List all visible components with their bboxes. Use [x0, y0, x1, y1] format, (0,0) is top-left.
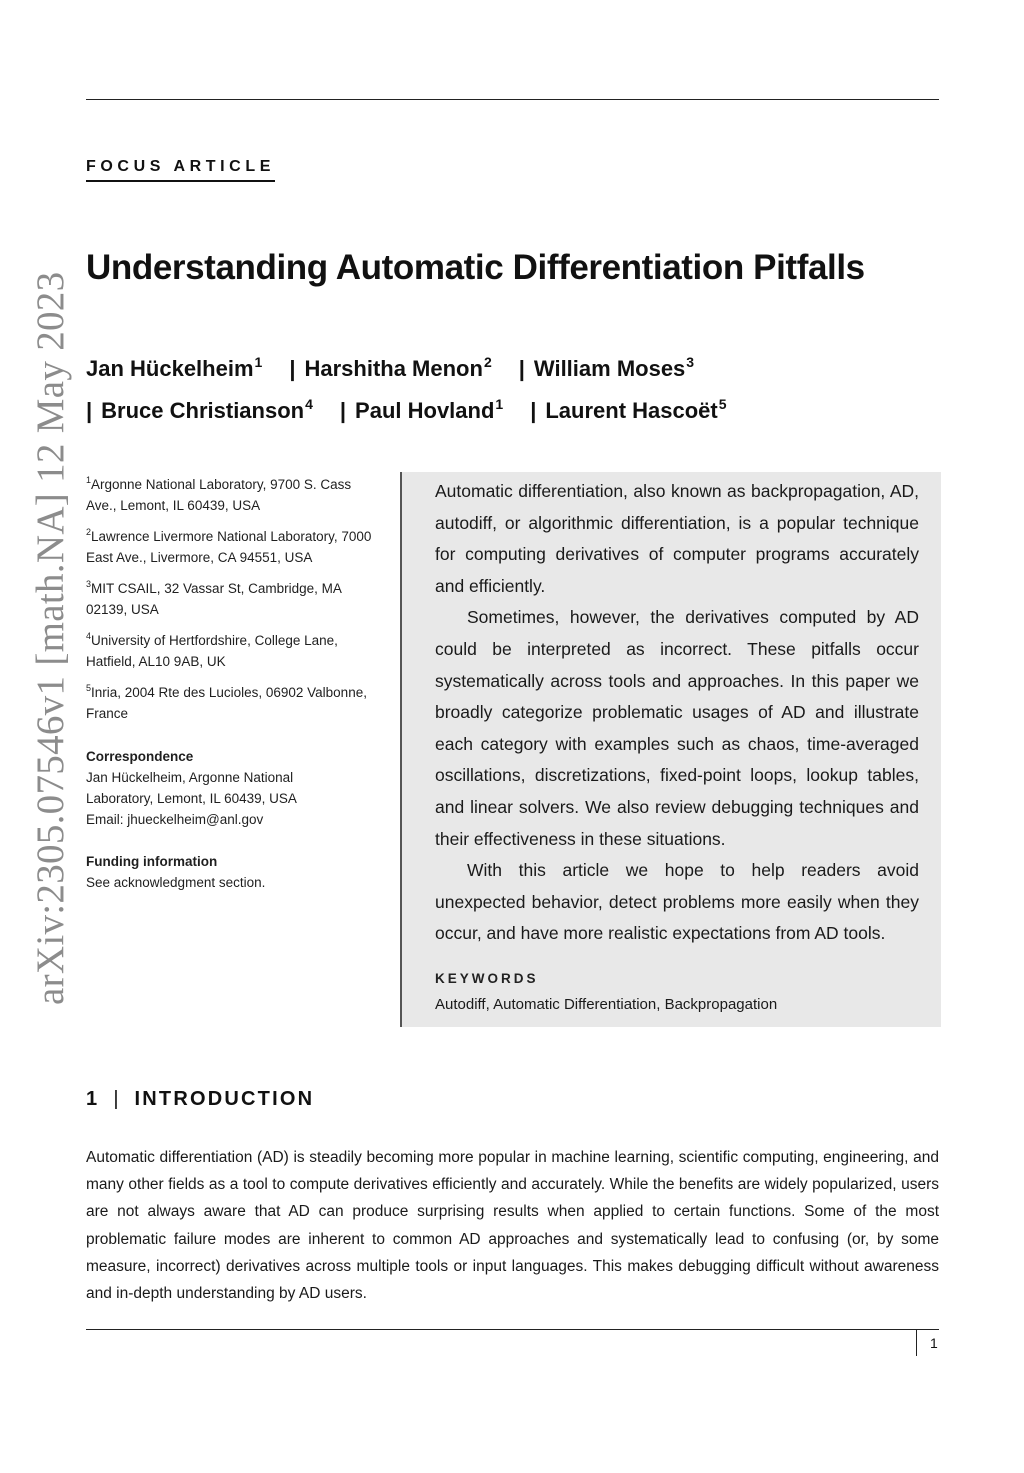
author-list: [86, 343, 946, 427]
author[interactable]: Laurent Hascoët$^5$: [545, 396, 727, 423]
paper-title: Understanding Automatic Differentiation Pitfalls: [86, 248, 865, 287]
author-separator: |: [518, 356, 525, 381]
author[interactable]: William Moses$^3$: [533, 354, 695, 381]
correspondence-line: Jan Hückelheim, Argonne National: [86, 770, 294, 785]
author[interactable]: Jan Hückelheim$^1$: [86, 354, 263, 381]
affiliation: $^5$Inria, 2004 Rte des Lucioles, 06902 Valbonne, France: [86, 683, 367, 721]
keywords-list: Autodiff, Automatic Differentiation, Backpropagation: [435, 996, 778, 1013]
affiliations-column: [86, 470, 376, 893]
author-line-1: [86, 343, 946, 385]
section-separator: |: [113, 1088, 119, 1110]
affiliation: $^4$University of Hertfordshire, College Lane, Hatfield, AL10 9AB, UK: [86, 631, 338, 669]
page-number: 1: [930, 1335, 938, 1351]
affiliation: $^3$MIT CSAIL, 32 Vassar St, Cambridge, MA 02139, USA: [86, 579, 342, 617]
author-separator: |: [339, 398, 347, 423]
author-line-2: [86, 385, 946, 427]
author[interactable]: Paul Hovland$^1$: [355, 396, 504, 423]
section-heading: [86, 1088, 314, 1111]
author[interactable]: Harshitha Menon$^2$: [304, 354, 492, 381]
abstract-paragraph: Automatic differentiation, also known as backpropagation, AD, autodiff, or algorithmic differentiation, is a popular technique for computing derivatives of computer programs accurately and efficiently.: [435, 481, 919, 596]
author-separator: |: [530, 398, 537, 423]
abstract-paragraph: With this article we hope to help readers avoid unexpected behavior, detect problems more easily when they occur, and have more realistic expectations from AD tools.: [435, 860, 919, 944]
correspondence-heading: Correspondence: [86, 749, 194, 764]
footer-divider: [916, 1329, 917, 1356]
introduction-paragraph: Automatic differentiation (AD) is steadily becoming more popular in machine learning, scientific computing, engineering, and many other fields as a tool to compute derivatives efficiently and accurately. While the benefits are widely popularized, users are not always aware that AD can produce surprising results when applied to certain functions. Some of the most problematic failure modes are inherent to common AD approaches and systematically lead to confusing (or, by some measure, incorrect) derivatives across multiple tools or input languages. This makes debugging difficult without awareness and in-depth understanding by AD users.: [86, 1149, 939, 1303]
footer-rule: [86, 1329, 939, 1330]
article-type-label: FOCUS ARTICLE: [86, 158, 275, 182]
author-separator: |: [289, 356, 296, 381]
affiliation: $^2$Lawrence Livermore National Laboratory, 7000 East Ave., Livermore, CA 94551, USA: [86, 527, 372, 565]
abstract-paragraph: Sometimes, however, the derivatives computed by AD could be interpreted as incorrect. These pitfalls occur systematically across tools and approaches. In this paper we broadly categorize problematic usages of AD and illustrate each category with examples such as chaos, time-averaged oscillations, discretizations, fixed-point loops, lookup tables, and linear solvers. We also review debugging techniques and their effectiveness in these situations.: [435, 607, 919, 849]
correspondence-email[interactable]: Email: jhueckelheim@anl.gov: [86, 812, 264, 827]
arxiv-identifier[interactable]: arXiv:2305.07546v1 [math.NA] 12 May 2023: [29, 271, 72, 1005]
keywords-heading: KEYWORDS: [435, 971, 539, 986]
funding-text: See acknowledgment section.: [86, 875, 266, 890]
abstract-text: [435, 476, 919, 950]
author[interactable]: Bruce Christianson$^4$: [101, 396, 313, 423]
header-rule: [86, 99, 939, 100]
author-separator: |: [86, 398, 93, 423]
funding-heading: Funding information: [86, 854, 218, 869]
correspondence-line: Laboratory, Lemont, IL 60439, USA: [86, 791, 297, 806]
affiliation: $^1$Argonne National Laboratory, 9700 S. Cass Ave., Lemont, IL 60439, USA: [86, 475, 352, 513]
section-number: 1: [86, 1088, 100, 1110]
section-title: INTRODUCTION: [134, 1088, 315, 1110]
